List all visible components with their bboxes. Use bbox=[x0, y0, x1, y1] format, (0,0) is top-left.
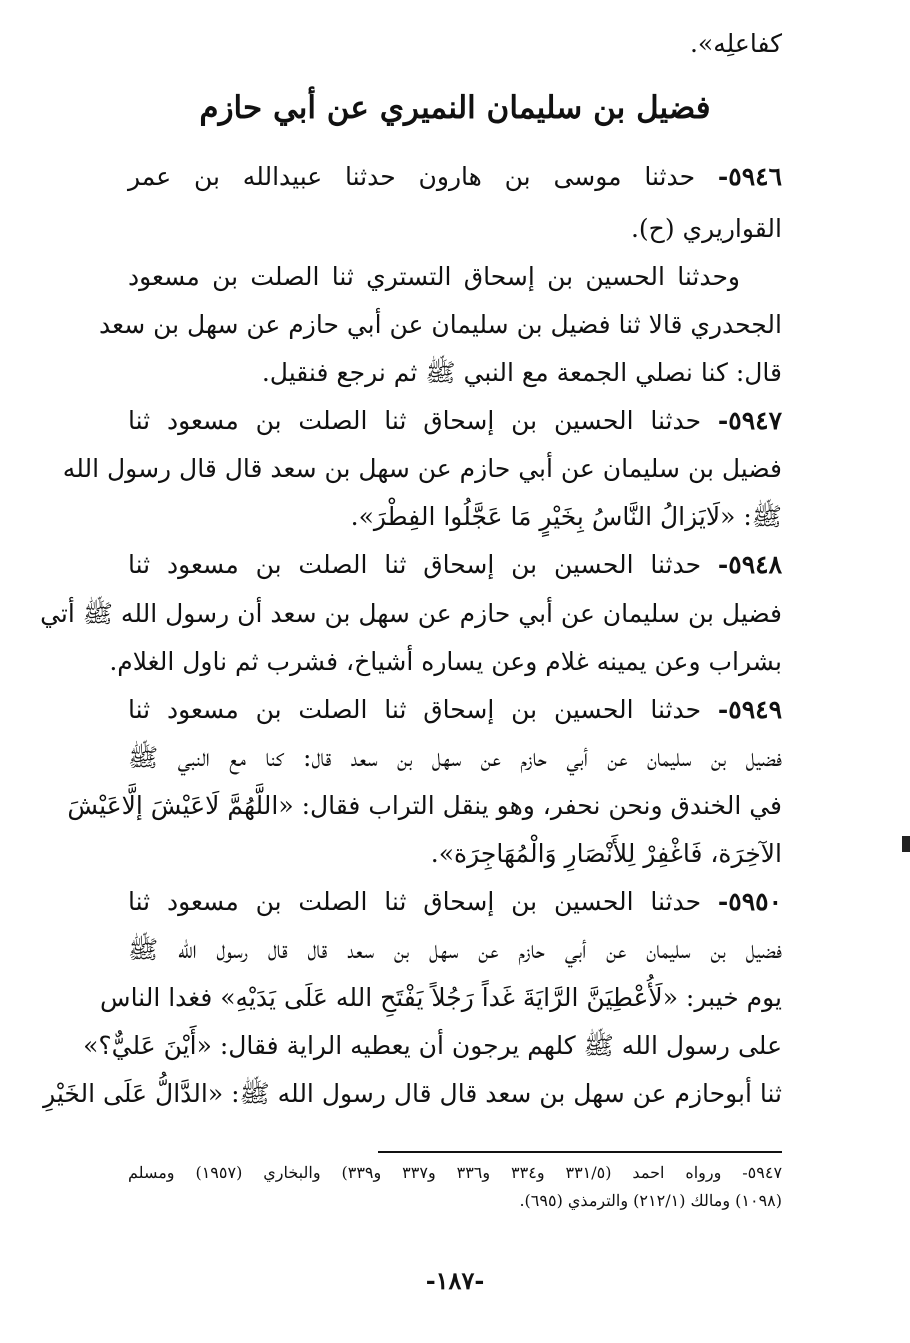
hadith-text: فضيل بن سليمان عن أبي حازم عن سهل بن سعد قال قال رسول الله ﷺ bbox=[128, 935, 782, 964]
hadith-text: فضيل بن سليمان عن أبي حازم عن سهل بن سعد قال: كنا مع النبي ﷺ bbox=[128, 743, 782, 772]
hadith-text: فضيل بن سليمان عن أبي حازم عن سهل بن سعد أن رسول الله ﷺ أتي bbox=[40, 599, 782, 628]
hadith-line bbox=[0, 1074, 910, 1114]
hadith-line-numbered bbox=[0, 545, 910, 585]
hadith-line bbox=[0, 930, 910, 970]
hadith-number: ٥٩٤٦- bbox=[717, 162, 782, 191]
hadith-text: حدثنا الحسين بن إسحاق ثنا الصلت بن مسعود ثنا bbox=[128, 695, 702, 724]
hadith-text: الجحدري قالا ثنا فضيل بن سليمان عن أبي حازم عن سهل بن سعد bbox=[99, 310, 782, 339]
hadith-line bbox=[0, 449, 910, 489]
footnote-line: ٥٩٤٧- ورواه احمد (٣٣١/٥ و٣٣٤ و٣٣٦ و٣٣٧ و٣٣٩) والبخاري (١٩٥٧) ومسلم bbox=[128, 1163, 783, 1182]
hadith-line bbox=[0, 257, 910, 297]
hadith-line bbox=[0, 497, 910, 537]
hadith-number: ٥٩٥٠- bbox=[717, 887, 783, 916]
hadith-text: ثنا أبوحازم عن سهل بن سعد قال قال رسول الله ﷺ: «الدَّالُّ عَلَى الخَيْرِ bbox=[43, 1079, 782, 1108]
hadith-line bbox=[0, 738, 910, 778]
footnote-divider bbox=[378, 1151, 782, 1153]
hadith-text: في الخندق ونحن نحفر، وهو ينقل التراب فقال: «اللَّهُمَّ لَاعَيْشَ إلَّاعَيْشَ bbox=[67, 791, 782, 820]
hadith-text: بشراب وعن يمينه غلام وعن يساره أشياخ، فشرب ثم ناول الغلام. bbox=[109, 647, 782, 676]
hadith-text: يوم خيبر: «لَأُعْطِيَنَّ الرَّايَةَ غَداً رَجُلاً يَفْتَحِ الله عَلَى يَدَيْهِ» فغدا الناس bbox=[100, 983, 782, 1012]
hadith-line-numbered bbox=[0, 690, 910, 730]
hadith-text: على رسول الله ﷺ كلهم يرجون أن يعطيه الراية فقال: «أَيْنَ عَليٌّ؟» bbox=[83, 1031, 782, 1060]
hadith-text: حدثنا الحسين بن إسحاق ثنا الصلت بن مسعود ثنا bbox=[128, 550, 702, 579]
hadith-text: قال: كنا نصلي الجمعة مع النبي ﷺ ثم نرجع فنقيل. bbox=[261, 358, 782, 387]
hadith-text: وحدثنا الحسين بن إسحاق التستري ثنا الصلت بن مسعود bbox=[128, 262, 740, 291]
hadith-text: حدثنا الحسين بن إسحاق ثنا الصلت بن مسعود ثنا bbox=[128, 887, 702, 916]
footnote-line: (١٠٩٨) ومالك (٢١٢/١) والترمذي (٦٩٥). bbox=[519, 1191, 782, 1210]
hadith-line bbox=[0, 786, 910, 826]
hadith-text: فضيل بن سليمان عن أبي حازم عن سهل بن سعد قال قال رسول الله bbox=[62, 454, 782, 483]
hadith-line-numbered bbox=[0, 157, 910, 197]
hadith-line-numbered bbox=[0, 401, 910, 441]
hadith-line-numbered bbox=[0, 882, 910, 922]
continued-text-fragment: كفاعلِه». bbox=[689, 29, 782, 58]
section-heading: فضيل بن سليمان النميري عن أبي حازم bbox=[199, 90, 711, 126]
hadith-number: ٥٩٤٧- bbox=[717, 406, 783, 435]
hadith-number: ٥٩٤٩- bbox=[717, 695, 783, 724]
hadith-text: حدثنا موسى بن هارون حدثنا عبيدالله بن عمر bbox=[128, 162, 696, 191]
hadith-line bbox=[0, 594, 910, 634]
hadith-line bbox=[0, 642, 910, 682]
hadith-text: الآخِرَة، فَاغْفِرْ لِلأَنْصَارِ وَالْمُهَاجِرَة». bbox=[430, 839, 782, 868]
hadith-text: القواريري (ح). bbox=[630, 214, 782, 243]
hadith-line bbox=[0, 834, 910, 874]
page-number: -١٨٧- bbox=[425, 1266, 485, 1295]
hadith-line bbox=[0, 978, 910, 1018]
hadith-line bbox=[0, 1026, 910, 1066]
hadith-line bbox=[0, 209, 910, 249]
scan-margin-mark bbox=[902, 836, 910, 852]
hadith-text: ﷺ: «لَايَزالُ النَّاسُ بِخَيْرٍ مَا عَجَّلُوا الفِطْرَ». bbox=[350, 502, 782, 531]
hadith-line bbox=[0, 305, 910, 345]
hadith-number: ٥٩٤٨- bbox=[717, 550, 783, 579]
hadith-line bbox=[0, 353, 910, 393]
hadith-text: حدثنا الحسين بن إسحاق ثنا الصلت بن مسعود ثنا bbox=[128, 406, 702, 435]
